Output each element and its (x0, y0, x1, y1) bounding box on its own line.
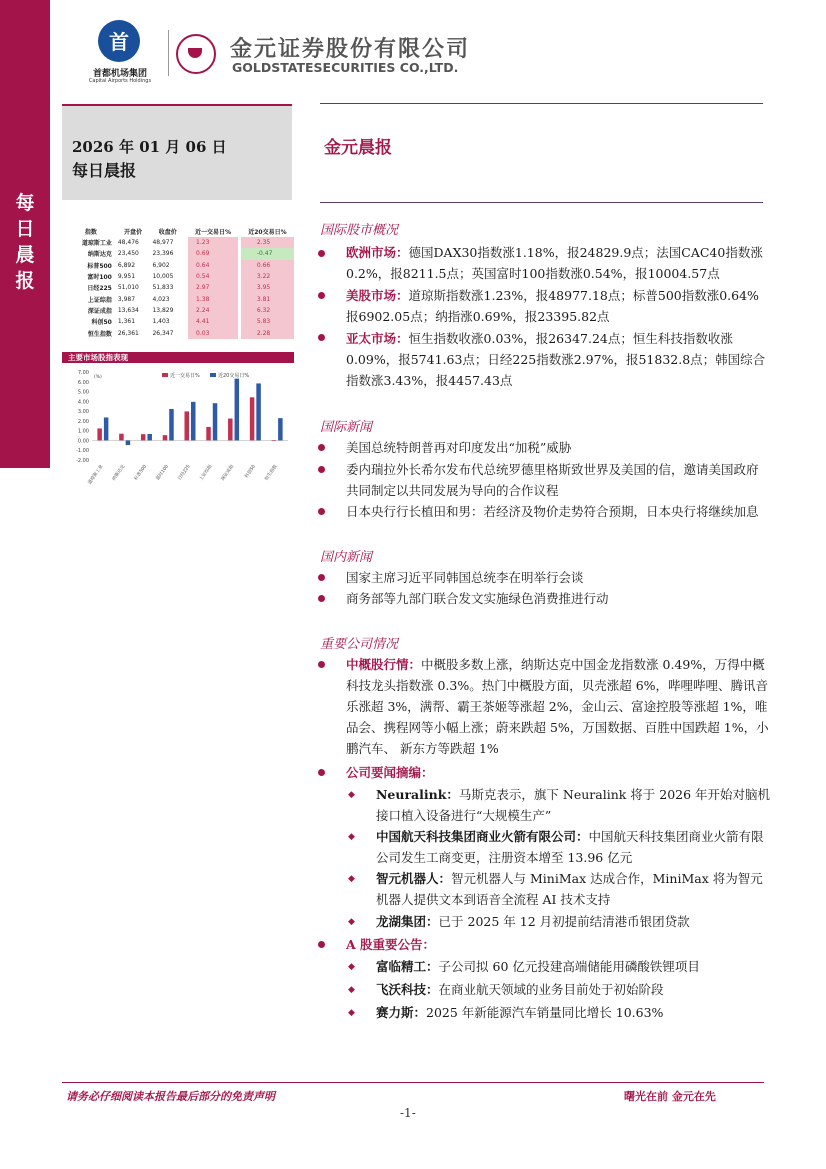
intl-market-us: 美股市场：道琼斯指数涨1.23%，报48977.18点；标普500指数涨0.64%报6902.05点；纳指涨0.69%，报23395.82点 (346, 288, 759, 324)
bullet-icon (318, 444, 325, 451)
y-tick-label: -1.00 (76, 448, 89, 455)
table-row (66, 327, 294, 338)
diamond-bullet-icon: ◆ (348, 962, 355, 972)
company-news-item: 龙湖集团：已于 2025 年 12 月初提前结清港币银团贷款 (376, 914, 690, 929)
table-cell: 标普500 (87, 262, 112, 270)
company-name-en: GOLDSTATESECURITIES CO.,LTD. (232, 60, 459, 75)
intl-news-item: 委内瑞拉外长希尔发布代总统罗德里格斯致世界及美国的信，邀请美国政府共同制定以共同发展为导向的合作议程 (346, 462, 759, 498)
table-header: 近20交易日% (241, 226, 294, 237)
table-cell: 日经225 (87, 285, 112, 293)
chart-bar (97, 428, 102, 440)
date-box-top-line (62, 104, 292, 106)
a-share-item: 富临精工：子公司拟 60 亿元投建高端储能用磷酸铁锂项目 (376, 959, 700, 974)
company-news-item: 智元机器人：智元机器人与 MiniMax 达成合作，MiniMax 将为智元机器人提供文本到语音全流程 AI 技术支持 (376, 871, 763, 907)
legend-label: 近一交易日% (170, 373, 200, 379)
table-cell: 23,450 (117, 250, 139, 258)
table-cell: 2.97 (188, 282, 238, 293)
table-row (66, 282, 294, 293)
bullet-icon (318, 661, 325, 668)
table-cell: 4.41 (188, 316, 238, 327)
table-cell: 上证综指 (87, 296, 112, 304)
header-rule (320, 103, 763, 104)
x-tick-label: 道琼斯工业 (87, 464, 105, 486)
x-tick-label: 纳斯达克 (111, 464, 127, 482)
section-title-intl-market: 国际股市概况 (320, 223, 399, 238)
chart-bar (213, 403, 218, 440)
table-cell: 6,902 (152, 261, 170, 269)
chart-bar (141, 434, 146, 440)
table-row (66, 271, 294, 282)
a-share-item: 赛力斯：2025 年新能源汽车销量同比增长 10.63% (376, 1005, 664, 1020)
index-table (66, 226, 294, 339)
table-cell: 13,634 (117, 306, 139, 314)
title-rule (320, 202, 763, 203)
y-tick-label: 2.00 (77, 418, 89, 425)
table-row (66, 237, 294, 248)
table-cell: 13,829 (152, 306, 174, 314)
intl-news-item: 美国总统特朗普再对印度发出“加税”威胁 (346, 440, 572, 455)
chart-bar (126, 440, 131, 445)
x-tick-label: 科创50 (244, 464, 257, 480)
chart-bar (169, 409, 174, 440)
table-row (66, 248, 294, 259)
bullet-icon (318, 769, 325, 776)
bullet-icon (318, 941, 325, 948)
table-cell: 3.95 (241, 282, 294, 293)
report-title: 金元晨报 (324, 138, 392, 158)
airport-group-name-en: Capital Airports Holdings (88, 78, 152, 84)
table-header: 收盘价 (150, 226, 185, 237)
footer-rule (62, 1082, 764, 1083)
report-subtitle: 每日晨报 (72, 161, 137, 180)
a-share-heading: A 股重要公告： (346, 937, 436, 952)
company-name: 金元证券股份有限公司 (230, 37, 471, 62)
table-row (66, 293, 294, 304)
table-cell: 1,361 (117, 318, 136, 326)
chart-bar (185, 411, 190, 440)
chart-bar (250, 397, 255, 440)
airport-group-name: 首都机场集团 (92, 69, 147, 79)
diamond-bullet-icon: ◆ (348, 874, 355, 884)
bullet-icon (318, 292, 325, 299)
table-header-row (66, 226, 294, 237)
table-cell: 富时100 (87, 274, 112, 282)
table-row (66, 260, 294, 271)
a-share-item: 飞沃科技：在商业航天领域的业务目前处于初始阶段 (376, 982, 664, 997)
table-header: 指数 (66, 226, 116, 237)
intl-market-asia: 亚太市场：恒生指数收涨0.03%，报26347.24点；恒生科技指数收涨0.09%，报5741.63点；日经225指数涨2.97%，报51832.8点；韩国综合指数涨3.43%，报4457.43点 (346, 331, 766, 388)
table-cell: 23,396 (152, 250, 174, 258)
page-number: -1- (400, 1106, 416, 1120)
bullet-icon (318, 466, 325, 473)
bullet-icon (318, 334, 325, 341)
table-cell: 48,476 (117, 239, 139, 247)
chart-bar (256, 383, 261, 440)
chart-bar (206, 427, 211, 440)
chart-bar (147, 434, 152, 440)
table-cell: 道琼斯工业 (81, 240, 112, 248)
intl-news-item: 日本央行行长植田和男：若经济及物价走势符合预期，日本央行将继续加息 (346, 504, 759, 519)
table-cell: 3.81 (241, 293, 294, 304)
table-cell: 51,010 (117, 284, 139, 292)
chart-bar (228, 419, 233, 441)
airport-logo-icon: 首 (98, 20, 140, 62)
legend-swatch (162, 373, 168, 377)
table-cell: 26,347 (152, 329, 174, 337)
x-tick-label: 标普500 (133, 464, 149, 482)
table-cell: 0.03 (188, 327, 238, 338)
table-cell: 恒生指数 (87, 330, 112, 338)
table-row (66, 305, 294, 316)
table-cell: 2.28 (241, 327, 294, 338)
x-tick-label: 恒生指数 (264, 464, 279, 482)
logo-divider (168, 30, 169, 76)
table-cell: 26,361 (117, 329, 139, 337)
x-tick-label: 日经225 (177, 464, 192, 482)
y-tick-label: 4.00 (77, 399, 89, 406)
bullet-icon (318, 595, 325, 602)
table-cell: 1.23 (188, 237, 238, 248)
section-title-company: 重要公司情况 (320, 637, 399, 652)
table-cell: 0.66 (241, 260, 294, 271)
table-cell: 深证成指 (87, 307, 112, 315)
table-cell: 1.38 (188, 293, 238, 304)
chart-bar (119, 434, 124, 441)
y-tick-label: 7.00 (77, 370, 89, 376)
chart-bar (272, 440, 277, 441)
y-tick-label: 0.00 (77, 438, 89, 445)
report-date: 2026 年 01 月 06 日 (72, 138, 227, 156)
diamond-bullet-icon: ◆ (348, 917, 355, 927)
capital-airports-logo (80, 20, 160, 90)
table-cell: -0.47 (241, 248, 294, 259)
diamond-bullet-icon: ◆ (348, 832, 355, 842)
table-row (66, 316, 294, 327)
table-cell: 5.83 (241, 316, 294, 327)
x-tick-label: 深证成指 (220, 464, 236, 482)
y-unit-label: (%) (94, 375, 102, 380)
legend-label: 近20交易日% (218, 373, 250, 379)
section-title-domestic-news: 国内新闻 (320, 550, 373, 565)
table-cell: 9,951 (117, 273, 136, 281)
footer-slogan: 曙光在前 金元在先 (624, 1090, 716, 1103)
bullet-icon (318, 508, 325, 515)
diamond-bullet-icon: ◆ (348, 1008, 355, 1018)
chart-title: 主要市场股指表现 (62, 352, 294, 363)
table-cell: 51,833 (152, 284, 174, 292)
table-cell: 48,977 (152, 239, 174, 247)
table-cell: 0.64 (188, 260, 238, 271)
goldstate-logo-icon (176, 34, 216, 74)
table-cell: 6,892 (117, 261, 136, 269)
table-header: 近一交易日% (188, 226, 238, 237)
table-cell: 0.54 (188, 271, 238, 282)
y-tick-label: 5.00 (77, 389, 89, 396)
table-cell: 1,403 (152, 318, 170, 326)
market-index-chart (62, 364, 294, 492)
section-title-intl-news: 国际新闻 (320, 420, 373, 435)
intl-market-europe: 欧洲市场：德国DAX30指数涨1.18%，报24829.9点；法国CAC40指数涨0.2%，报8211.5点；英国富时100指数涨0.54%，报10004.57点 (346, 245, 763, 281)
table-cell: 科创50 (91, 319, 112, 327)
domestic-news-item: 商务部等九部门联合发文实施绿色消费推进行动 (346, 591, 609, 606)
china-adr-market: 中概股行情：中概股多数上涨，纳斯达克中国金龙指数涨 0.49%，万得中概科技龙头指数涨 0.3%。热门中概股方面，贝壳涨超 6%，哔哩哔哩、腾讯音乐涨超 3%，满帮、霸王茶姬等涨超 2%，金山云、富途控股等涨超 1%，唯品会、携程网等小幅上涨；蔚来跌超 5%，万国数据、百胜中国跌超 1%，小鹏汽车、 新东方等跌超 1% (346, 657, 769, 756)
chart-bar (163, 435, 168, 440)
table-cell: 10,005 (152, 273, 174, 281)
diamond-bullet-icon: ◆ (348, 985, 355, 995)
x-tick-label: 上证综指 (198, 464, 214, 482)
table-cell: 纳斯达克 (87, 251, 112, 259)
diamond-bullet-icon: ◆ (348, 790, 355, 800)
company-news-item: 中国航天科技集团商业火箭有限公司：中国航天科技集团商业火箭有限公司发生工商变更，注册资本增至 13.96 亿元 (376, 829, 764, 865)
legend-swatch (210, 373, 216, 377)
company-news-item: Neuralink：马斯克表示，旗下 Neuralink 将于 2026 年开始对脑机接口植入设备进行“大规模生产” (376, 787, 771, 823)
bullet-icon (318, 574, 325, 581)
disclaimer-link[interactable]: 请务必仔细阅读本报告最后部分的免责声明 (66, 1090, 275, 1103)
chart-bar (235, 379, 240, 441)
table-cell: 4,023 (152, 295, 170, 303)
side-label: 每日晨报 (15, 192, 35, 292)
table-cell: 3.22 (241, 271, 294, 282)
chart-bar (104, 417, 109, 440)
y-tick-label: 6.00 (77, 379, 89, 386)
table-header: 开盘价 (116, 226, 151, 237)
table-cell: 6.32 (241, 305, 294, 316)
company-digest-heading: 公司要闻摘编： (346, 765, 434, 780)
y-tick-label: 1.00 (77, 428, 89, 435)
x-tick-label: 富时100 (155, 464, 170, 482)
domestic-news-item: 国家主席习近平同韩国总统李在明举行会谈 (346, 570, 584, 585)
bullet-icon (318, 250, 325, 257)
table-cell: 2.35 (241, 237, 294, 248)
table-cell: 3,987 (117, 295, 136, 303)
table-cell: 2.24 (188, 305, 238, 316)
chart-bar (191, 402, 196, 441)
y-tick-label: -2.00 (76, 458, 89, 464)
y-tick-label: 3.00 (77, 409, 89, 416)
table-cell: 0.69 (188, 248, 238, 259)
chart-bar (278, 418, 283, 440)
